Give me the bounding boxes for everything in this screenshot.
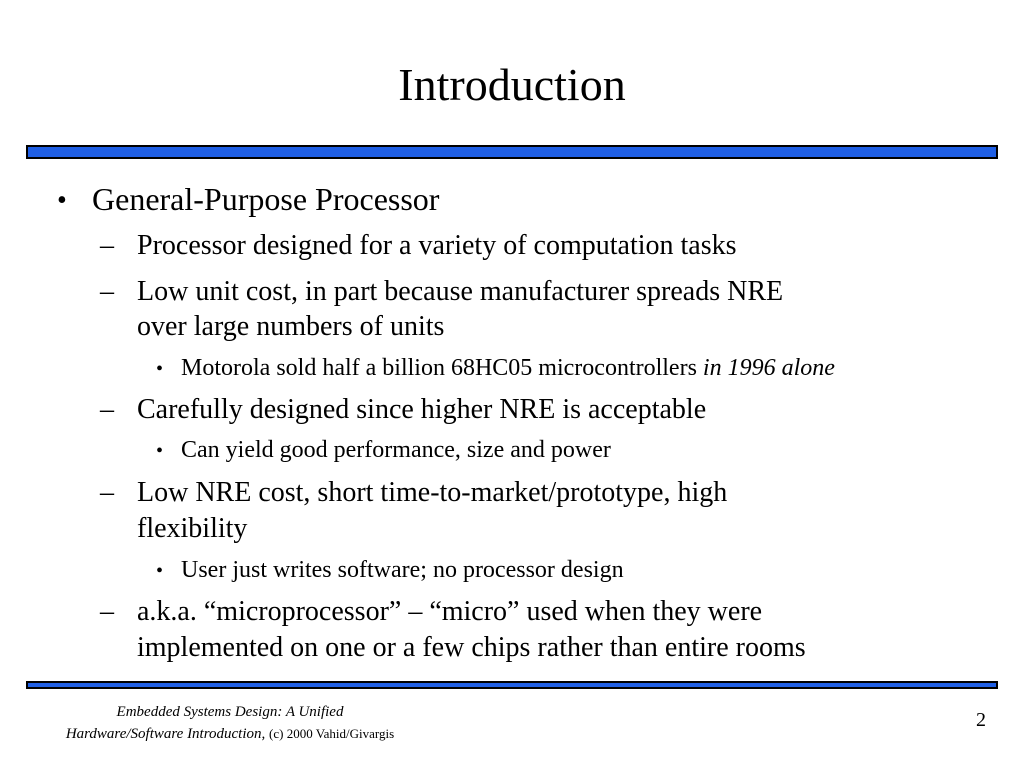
sub-item-emphasis: in 1996 alone [702, 355, 835, 381]
dash-icon: – [100, 394, 114, 425]
sub-bullet-icon: • [156, 358, 164, 380]
main-bullet-icon: • [57, 185, 67, 216]
sub-list-item: User just writes software; no processor design [181, 557, 624, 583]
footer-copyright: (c) 2000 Vahid/Givargis [269, 726, 395, 741]
sub-list-item [181, 353, 835, 383]
footer-book-title-line2 [20, 723, 440, 745]
footer-citation [20, 702, 440, 745]
sub-bullet-icon: • [156, 560, 164, 582]
list-item-continuation: implemented on one or a few chips rather than entire rooms [137, 632, 806, 663]
sub-list-item: Can yield good performance, size and power [181, 437, 611, 463]
sub-item-text: Motorola sold half a billion 68HC05 microcontrollers [181, 355, 703, 381]
list-item: Carefully designed since higher NRE is acceptable [137, 394, 707, 425]
dash-icon: – [100, 276, 114, 307]
footer-book-title-line1: Embedded Systems Design: A Unified [116, 704, 344, 720]
page-number: 2 [976, 709, 986, 731]
list-item: Low NRE cost, short time-to-market/prototype, high [137, 477, 728, 508]
dash-icon: – [100, 477, 114, 508]
list-item: a.k.a. “microprocessor” – “micro” used when they were [137, 596, 763, 627]
dash-icon: – [100, 596, 114, 627]
list-item: Processor designed for a variety of computation tasks [137, 230, 737, 261]
dash-icon: – [100, 230, 114, 261]
main-bullet-text: General-Purpose Processor [92, 181, 440, 217]
list-item: Low unit cost, in part because manufacturer spreads NRE [137, 276, 784, 307]
sub-bullet-icon: • [156, 440, 164, 462]
list-item-continuation: over large numbers of units [137, 311, 445, 342]
bottom-rule [26, 681, 998, 689]
list-item-continuation: flexibility [137, 513, 248, 544]
footer-book-subtitle: Hardware/Software Introduction, [65, 726, 266, 742]
slide-title: Introduction [398, 59, 626, 110]
